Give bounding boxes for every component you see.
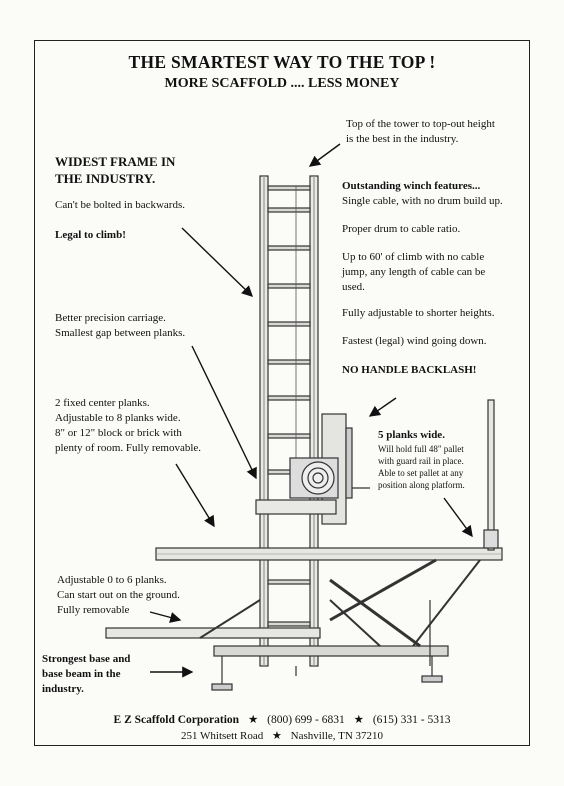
adj-line-1: Adjustable 0 to 6 planks.	[57, 574, 167, 586]
winch-3-line-2: jump, any length of cable can be	[342, 266, 486, 278]
top-line-2: is the best in the industry.	[346, 133, 459, 145]
city-address: Nashville, TN 37210	[290, 730, 384, 742]
winch-3-line-1: Up to 60' of climb with no cable	[342, 251, 485, 263]
planks-line-2: with guard rail in place.	[378, 456, 464, 466]
base-line-2: base beam in the	[42, 668, 121, 680]
precision-line-2: Smallest gap between planks.	[55, 327, 186, 339]
street-address: 251 Whitsett Road	[180, 730, 264, 742]
planks-line-3: Able to set pallet at any	[378, 468, 464, 478]
center-line-4: plenty of room. Fully removable.	[55, 442, 202, 454]
star-separator-3: ★	[272, 730, 282, 742]
page-subtitle: MORE SCAFFOLD .... LESS MONEY	[164, 76, 400, 91]
top-line-1: Top of the tower to top-out height	[346, 118, 495, 130]
five-planks-heading: 5 planks wide.	[378, 429, 445, 441]
widest-frame-line-2: THE INDUSTRY.	[55, 171, 156, 186]
winch-feature-5: Fastest (legal) wind going down.	[342, 335, 487, 347]
base-line-1: Strongest base and	[42, 653, 131, 665]
star-separator-1: ★	[247, 714, 259, 726]
legal-to-climb-text: Legal to climb!	[55, 229, 126, 241]
footer-address-line	[0, 729, 564, 742]
winch-3-line-3: used.	[342, 281, 365, 293]
planks-line-4: position along platform.	[378, 480, 465, 490]
winch-heading: Outstanding winch features...	[342, 180, 481, 192]
no-backlash-text: NO HANDLE BACKLASH!	[342, 364, 477, 376]
center-line-2: Adjustable to 8 planks wide.	[55, 412, 181, 424]
center-line-1: 2 fixed center planks.	[55, 397, 150, 409]
widest-frame-line-1: WIDEST FRAME IN	[55, 154, 176, 169]
winch-feature-4: Fully adjustable to shorter heights.	[342, 307, 495, 319]
no-bolt-text: Can't be bolted in backwards.	[55, 199, 185, 211]
adj-line-3: Fully removable	[57, 604, 130, 616]
arrow-frame	[182, 228, 252, 296]
page-title: THE SMARTEST WAY TO THE TOP !	[128, 52, 436, 72]
center-line-3: 8" or 12" block or brick with	[55, 427, 182, 439]
precision-line-1: Better precision carriage.	[55, 312, 166, 324]
arrow-carriage	[192, 346, 256, 478]
arrow-winch	[370, 398, 396, 416]
arrow-top	[310, 144, 340, 166]
lower-platform	[106, 600, 320, 638]
star-separator-2: ★	[353, 714, 364, 726]
company-name: E Z Scaffold Corporation	[113, 714, 240, 726]
planks-line-1: Will hold full 48" pallet	[378, 444, 464, 454]
arrow-planks-wide	[444, 498, 472, 536]
arrow-center-planks	[176, 464, 214, 526]
phone-1: (800) 699 - 6831	[267, 714, 345, 726]
adj-line-2: Can start out on the ground.	[57, 589, 180, 601]
arrow-adjustable	[150, 612, 180, 620]
footer-contact-line	[0, 712, 564, 726]
winch-feature-1: Single cable, with no drum build up.	[342, 195, 503, 207]
base-line-3: industry.	[42, 683, 84, 695]
phone-2: (615) 331 - 5313	[372, 714, 451, 726]
winch-feature-2: Proper drum to cable ratio.	[342, 223, 461, 235]
